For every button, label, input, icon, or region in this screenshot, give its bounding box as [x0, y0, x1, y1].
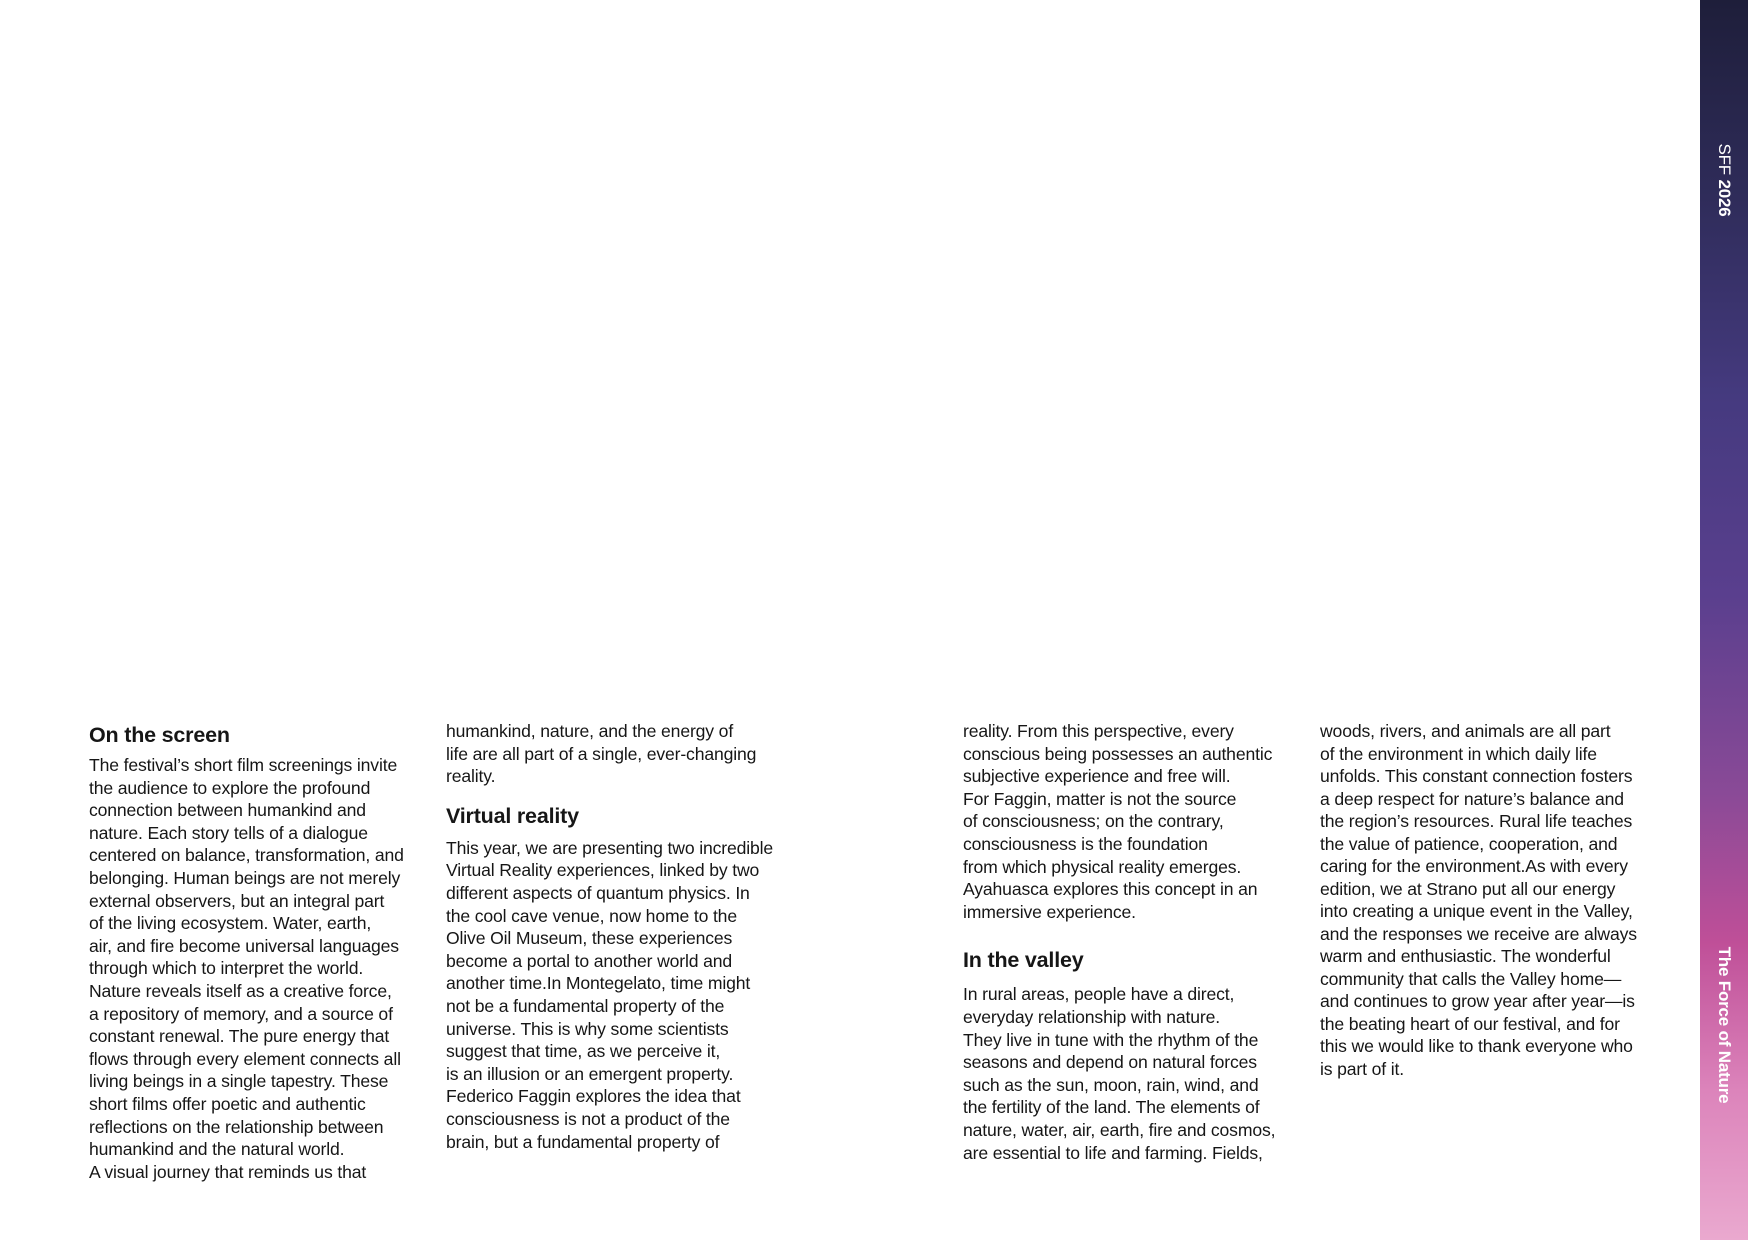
text-line: the beating heart of our festival, and for [1320, 1013, 1620, 1034]
gradient-sidebar [1700, 0, 1748, 1240]
text-line: nature. Each story tells of a dialogue [89, 822, 368, 843]
text-line: centered on balance, transformation, and [89, 845, 404, 866]
text-line: from which physical reality emerges. [963, 856, 1242, 877]
text-line: Virtual Reality experiences, linked by two [446, 860, 760, 881]
text-line: flows through every element connects all [89, 1048, 401, 1069]
text-line: caring for the environment.As with every [1320, 856, 1628, 876]
text-line: become a portal to another world and [446, 950, 733, 971]
text-line: such as the sun, moon, rain, wind, and [963, 1074, 1259, 1095]
text-line: living beings in a single tapestry. These [89, 1071, 389, 1092]
text-line: reality. From this perspective, every [963, 721, 1234, 741]
text-line: are essential to life and farming. Fields, [963, 1142, 1263, 1163]
text-column-2 [446, 720, 791, 1153]
text-line: the fertility of the land. The elements of [963, 1097, 1260, 1118]
paragraph-in-the-valley [963, 983, 1308, 1164]
text-line: connection between humankind and [89, 800, 366, 821]
paragraph-continuation [963, 720, 1308, 923]
sidebar-brand: SFF [1715, 143, 1734, 175]
text-line: everyday relationship with nature. [963, 1006, 1220, 1027]
text-line: the region’s resources. Rural life teaches [1320, 811, 1633, 831]
text-line: Nature reveals itself as a creative force, [89, 980, 392, 1001]
text-line: The festival’s short film screenings invite [89, 755, 398, 775]
text-line: not be a fundamental property of the [446, 995, 725, 1016]
text-line: edition, we at Strano put all our energy [1320, 878, 1616, 899]
text-line: reality. [446, 766, 496, 787]
text-line: community that calls the Valley home— [1320, 968, 1622, 989]
text-line: of the living ecosystem. Water, earth, [89, 913, 372, 934]
text-line: subjective experience and free will. [963, 766, 1231, 787]
section-heading-virtual-reality: Virtual reality [446, 803, 579, 828]
text-line: of the environment in which daily life [1320, 743, 1597, 764]
text-line: humankind, nature, and the energy of [446, 721, 734, 741]
text-line: the cool cave venue, now home to the [446, 905, 737, 926]
paragraph-virtual-reality [446, 837, 791, 1153]
text-line: conscious being possesses an authentic [963, 743, 1273, 764]
text-line: is an illusion or an emergent property. [446, 1063, 734, 1084]
text-line: humankind and the natural world. [89, 1139, 345, 1160]
text-line: A visual journey that reminds us that [89, 1161, 367, 1182]
text-column-4 [1320, 720, 1665, 1080]
sidebar-section-title: The Force of Nature [1715, 946, 1734, 1104]
text-line: universe. This is why some scientists [446, 1018, 729, 1039]
paragraph-continuation [1320, 720, 1665, 1080]
text-line: belonging. Human beings are not merely [89, 867, 401, 888]
text-line: consciousness is the foundation [963, 833, 1208, 854]
text-line: and the responses we receive are always [1320, 923, 1637, 944]
section-heading-on-the-screen: On the screen [89, 723, 230, 747]
paragraph-on-the-screen [89, 754, 434, 1183]
sidebar-year: 2026 [1715, 179, 1734, 217]
text-line: Ayahuasca explores this concept in an [963, 879, 1258, 900]
text-line: Olive Oil Museum, these experiences [446, 928, 733, 949]
text-line: immersive experience. [963, 901, 1136, 922]
section-heading-in-the-valley: In the valley [963, 948, 1084, 973]
text-line: unfolds. This constant connection fosters [1320, 766, 1633, 786]
text-line: air, and fire become universal languages [89, 935, 399, 956]
text-line: Federico Faggin explores the idea that [446, 1086, 741, 1107]
text-line: seasons and depend on natural forces [963, 1052, 1257, 1073]
text-line: different aspects of quantum physics. In [446, 882, 750, 903]
text-line: For Faggin, matter is not the source [963, 788, 1237, 809]
text-line: of consciousness; on the contrary, [963, 811, 1224, 832]
text-line: external observers, but an integral part [89, 890, 385, 911]
text-line: the value of patience, cooperation, and [1320, 833, 1618, 854]
text-line: a deep respect for nature’s balance and [1320, 788, 1624, 809]
text-line: constant renewal. The pure energy that [89, 1026, 390, 1047]
text-column-1 [89, 722, 434, 1183]
text-line: life are all part of a single, ever-changing [446, 743, 757, 764]
text-line: woods, rivers, and animals are all part [1320, 721, 1611, 741]
sidebar-brand-label [1714, 143, 1734, 216]
text-line: consciousness is not a product of the [446, 1108, 730, 1129]
text-line: nature, water, air, earth, fire and cosmos, [963, 1119, 1276, 1140]
text-line: a repository of memory, and a source of [89, 1003, 393, 1024]
text-line: the audience to explore the profound [89, 777, 371, 798]
text-line: through which to interpret the world. [89, 958, 364, 979]
text-line: short films offer poetic and authentic [89, 1093, 366, 1114]
text-line: warm and enthusiastic. The wonderful [1320, 946, 1611, 966]
text-column-3 [963, 720, 1308, 1164]
text-line: In rural areas, people have a direct, [963, 984, 1235, 1005]
text-line: They live in tune with the rhythm of the [963, 1029, 1259, 1050]
text-line: This year, we are presenting two incredible [446, 837, 774, 858]
text-line: into creating a unique event in the Valley, [1320, 901, 1633, 921]
text-line: is part of it. [1320, 1058, 1404, 1079]
text-line: suggest that time, as we perceive it, [446, 1041, 721, 1062]
text-line: another time.In Montegelato, time might [446, 973, 751, 994]
text-line: and continues to grow year after year—is [1320, 991, 1635, 1011]
paragraph-continuation [446, 720, 791, 788]
text-line: reflections on the relationship between [89, 1116, 384, 1137]
text-line: brain, but a fundamental property of [446, 1131, 720, 1152]
text-line: this we would like to thank everyone who [1320, 1036, 1633, 1056]
